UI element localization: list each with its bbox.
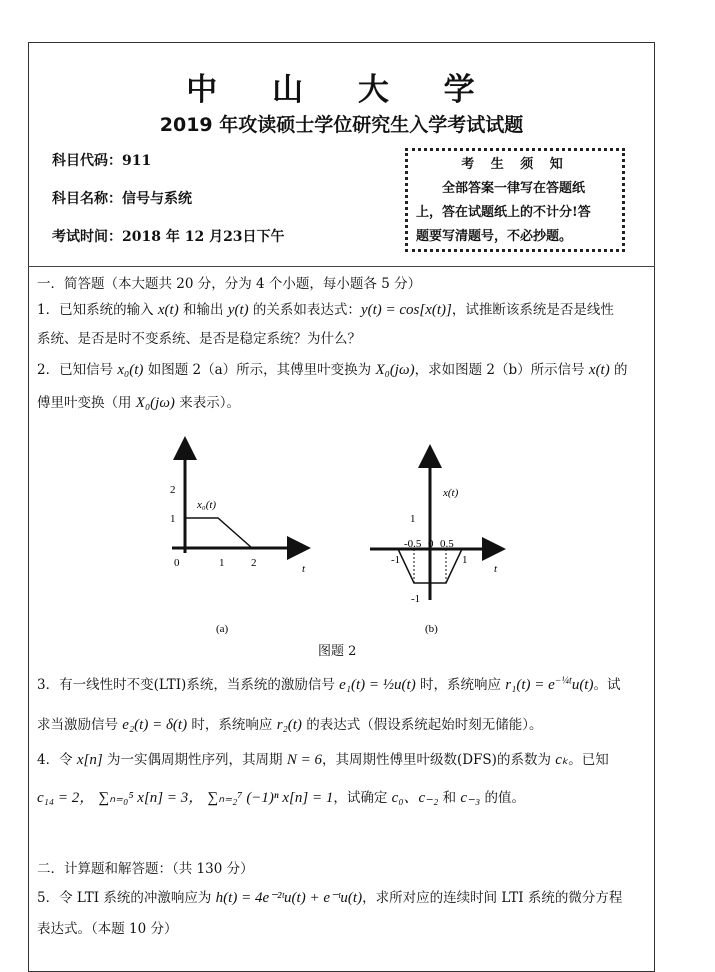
math: ∑ₙ₌₂⁷ (−1)ⁿ x[n] = 1 (207, 790, 334, 806)
x-tick: -0.5 (404, 538, 422, 550)
figure-2b (370, 450, 500, 635)
x-tick: 2 (251, 557, 257, 569)
math: X₀(jω) (135, 395, 175, 411)
text: 。已知 (568, 752, 609, 768)
math: u(t) (571, 677, 594, 693)
math: x₀(t) (117, 362, 144, 378)
text: 傅里叶变换（用 (37, 395, 136, 411)
text: 2．已知信号 (37, 362, 118, 378)
section1-heading: 一．简答题（本大题共 20 分，分为 4 个小题，每小题各 5 分） (37, 276, 422, 292)
text: 为一实偶周期性序列，其周期 (102, 752, 287, 768)
math: c₁₄ = 2， (37, 790, 95, 806)
subject-name: 科目名称：信号与系统 (52, 191, 192, 207)
text: 的 (609, 362, 628, 378)
signal-x0 (185, 518, 252, 548)
text: 如图题 2（a）所示，其傅里叶变换为 (143, 362, 376, 378)
question-4-line2 (37, 786, 525, 807)
axis-label: t (494, 563, 498, 575)
text: 的关系如表达式： (248, 302, 361, 318)
signal-label: x(t) (443, 487, 459, 499)
math-exponent: −¼t (554, 675, 572, 687)
exam-time: 考试时间：2018 年 12 月23日下午 (52, 229, 285, 245)
math: r₁(t) = e (505, 677, 555, 693)
text: 时，系统响应 (187, 717, 277, 733)
math: X₀(jω) (375, 362, 415, 378)
math: x(t) (588, 362, 610, 378)
text: 4．令 (37, 752, 77, 768)
math: r₂(t) (276, 717, 302, 733)
y-tick: 1 (410, 513, 416, 525)
question-4 (37, 748, 609, 769)
x-tick: 1 (219, 557, 225, 569)
subfigure-label: (b) (425, 623, 438, 635)
math: y(t) = cos[x(t)] (360, 302, 452, 318)
text: 的值。 (480, 790, 526, 806)
question-1-line2: 系统、是否是时不变系统、是否是稳定系统？为什么？ (37, 331, 361, 347)
math: h(t) = 4e⁻²ᵗu(t) + e⁻ᵗu(t) (215, 890, 363, 906)
text: 1．已知系统的输入 (37, 302, 158, 318)
exam-title: 2019 年攻读硕士学位研究生入学考试试题 (159, 114, 524, 136)
x-tick: 1 (462, 554, 468, 566)
question-3 (37, 673, 620, 694)
question-5 (37, 886, 622, 907)
math: e₂(t) = δ(t) (122, 717, 188, 733)
y-tick: -1 (411, 593, 421, 605)
text: ，求如图题 2（b）所示信号 (414, 362, 589, 378)
text: ，试确定 (333, 790, 392, 806)
section2-heading: 二．计算题和解答题：（共 130 分） (37, 861, 254, 877)
y-tick: 1 (170, 513, 176, 525)
math: N = 6 (286, 752, 322, 768)
text: 3．有一线性时不变(LTI)系统，当系统的激励信号 (37, 677, 340, 693)
text: 求当激励信号 (37, 717, 123, 733)
text: 来表示）。 (174, 395, 240, 411)
math: x(t) (157, 302, 179, 318)
text: 和 (438, 790, 461, 806)
math: ∑ₙ₌₀⁵ x[n] = 3， (98, 790, 204, 806)
math: y(t) (227, 302, 249, 318)
text: 。试 (593, 677, 621, 693)
text: ，求所对应的连续时间 LTI 系统的微分方程 (362, 890, 623, 906)
text: 5．令 LTI 系统的冲激响应为 (37, 890, 216, 906)
subfigure-label: (a) (216, 623, 229, 635)
text: 的表达式（假设系统起始时刻无储能）。 (301, 717, 543, 733)
x-tick: 0 (174, 557, 180, 569)
text: ，试推断该系统是否是线性 (451, 302, 614, 318)
subject-code: 科目代码：911 (52, 153, 152, 169)
figure-caption: 图题 2 (318, 644, 357, 659)
math: cₖ (555, 752, 569, 768)
x-tick: -1 (391, 554, 401, 566)
question-3-line2 (37, 713, 542, 734)
y-tick: 2 (170, 484, 176, 496)
x-tick: 0.5 (440, 538, 454, 550)
math: x[n] (76, 752, 103, 768)
university-name: 中 山 大 学 (186, 72, 497, 108)
notice-line: 题要写清题号，不必抄题。 (416, 229, 573, 244)
math: c₋₃ (460, 790, 481, 806)
axis-label: t (302, 563, 306, 575)
text: 时，系统响应 (415, 677, 506, 693)
text: 和输出 (178, 302, 228, 318)
math: c₀、c₋₂ (391, 790, 439, 806)
math: e₁(t) = ½u(t) (339, 677, 416, 693)
text: ，其周期性傅里叶级数(DFS)的系数为 (321, 752, 556, 768)
signal-label: x₀(t) (197, 499, 217, 511)
notice-heading: 考 生 须 知 (461, 157, 569, 172)
figure-2a (170, 442, 306, 635)
x-tick: 0 (428, 538, 434, 550)
notice-line: 全部答案一律写在答题纸 (442, 181, 586, 196)
notice-line: 上，答在试题纸上的不计分!答 (416, 205, 591, 220)
question-5-line2: 表达式。（本题 10 分） (37, 921, 178, 937)
